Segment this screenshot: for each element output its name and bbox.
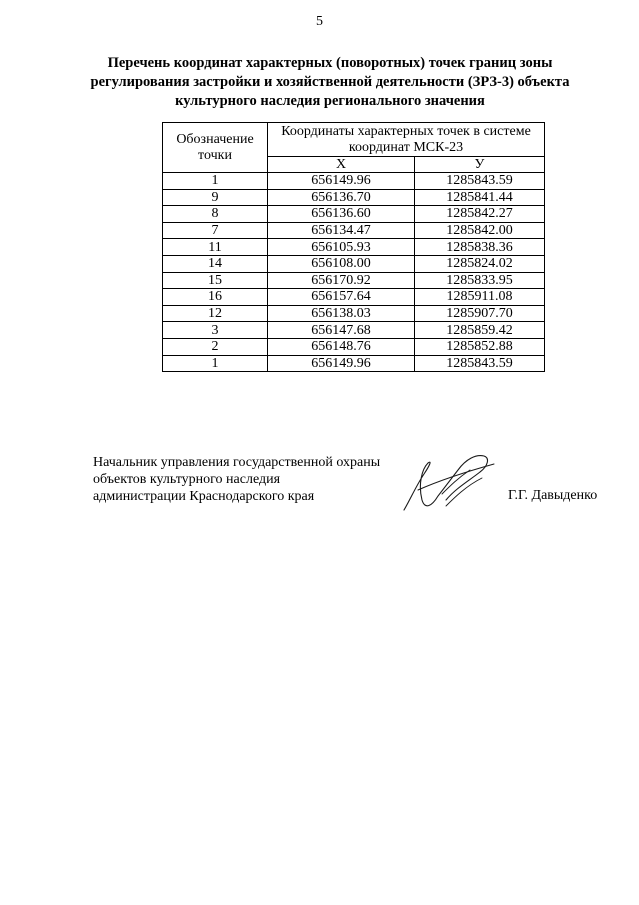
y-cell: 1285842.27 [415, 206, 545, 223]
table-body [163, 173, 545, 372]
coordinates-header [268, 123, 545, 157]
page-number: 5 [316, 14, 323, 29]
table-row [163, 305, 545, 322]
point-cell: 3 [163, 322, 268, 339]
coordinates-table [162, 122, 545, 372]
x-cell: 656147.68 [268, 322, 415, 339]
signer-name: Г.Г. Давыденко [508, 488, 598, 503]
x-cell: 656170.92 [268, 272, 415, 289]
point-cell: 7 [163, 222, 268, 239]
table-row [163, 255, 545, 272]
x-cell: 656157.64 [268, 289, 415, 306]
signer-position-line: объектов культурного наследия [93, 472, 281, 487]
point-cell: 14 [163, 255, 268, 272]
y-cell: 1285843.59 [415, 173, 545, 190]
signer-position-line: администрации Краснодарского края [93, 489, 315, 504]
signer-position [93, 454, 380, 505]
x-cell: 656138.03 [268, 305, 415, 322]
x-cell: 656108.00 [268, 255, 415, 272]
signer-position-line: Начальник управления государственной охраны [93, 455, 381, 470]
point-cell: 15 [163, 272, 268, 289]
point-header-line: Обозначение [176, 131, 254, 147]
document-title [70, 54, 590, 111]
x-cell: 656136.70 [268, 189, 415, 206]
table-row [163, 206, 545, 223]
coordinates-header-line: Координаты характерных точек в системе [281, 123, 531, 139]
point-cell: 1 [163, 173, 268, 190]
x-cell: 656149.96 [268, 355, 415, 372]
y-cell: 1285843.59 [415, 355, 545, 372]
title-line: культурного наследия регионального значения [175, 93, 485, 109]
point-cell: 2 [163, 338, 268, 355]
table-row [163, 173, 545, 190]
point-cell: 12 [163, 305, 268, 322]
point-cell: 11 [163, 239, 268, 256]
title-line: Перечень координат характерных (поворотных) точек границ зоны [107, 55, 553, 71]
x-cell: 656134.47 [268, 222, 415, 239]
table-row [163, 338, 545, 355]
handwritten-signature [396, 450, 504, 518]
coordinates-header-line: координат МСК-23 [348, 139, 464, 155]
table-row [163, 272, 545, 289]
x-cell: 656149.96 [268, 173, 415, 190]
point-header-line: точки [198, 147, 232, 163]
title-line: регулирования застройки и хозяйственной деятельности (ЗРЗ-3) объекта [90, 74, 570, 90]
table-row [163, 239, 545, 256]
x-cell: 656136.60 [268, 206, 415, 223]
y-cell: 1285833.95 [415, 272, 545, 289]
point-cell: 16 [163, 289, 268, 306]
y-cell: 1285824.02 [415, 255, 545, 272]
point-header [163, 123, 268, 173]
point-cell: 8 [163, 206, 268, 223]
y-cell: 1285842.00 [415, 222, 545, 239]
table-row [163, 222, 545, 239]
point-cell: 1 [163, 355, 268, 372]
table-row [163, 189, 545, 206]
table-row [163, 355, 545, 372]
y-cell: 1285859.42 [415, 322, 545, 339]
y-cell: 1285838.36 [415, 239, 545, 256]
point-cell: 9 [163, 189, 268, 206]
x-cell: 656105.93 [268, 239, 415, 256]
x-header: Х [268, 157, 415, 173]
y-cell: 1285907.70 [415, 305, 545, 322]
y-cell: 1285911.08 [415, 289, 545, 306]
table-row [163, 322, 545, 339]
x-cell: 656148.76 [268, 338, 415, 355]
table-row [163, 289, 545, 306]
y-cell: 1285841.44 [415, 189, 545, 206]
y-header: У [415, 157, 545, 173]
y-cell: 1285852.88 [415, 338, 545, 355]
